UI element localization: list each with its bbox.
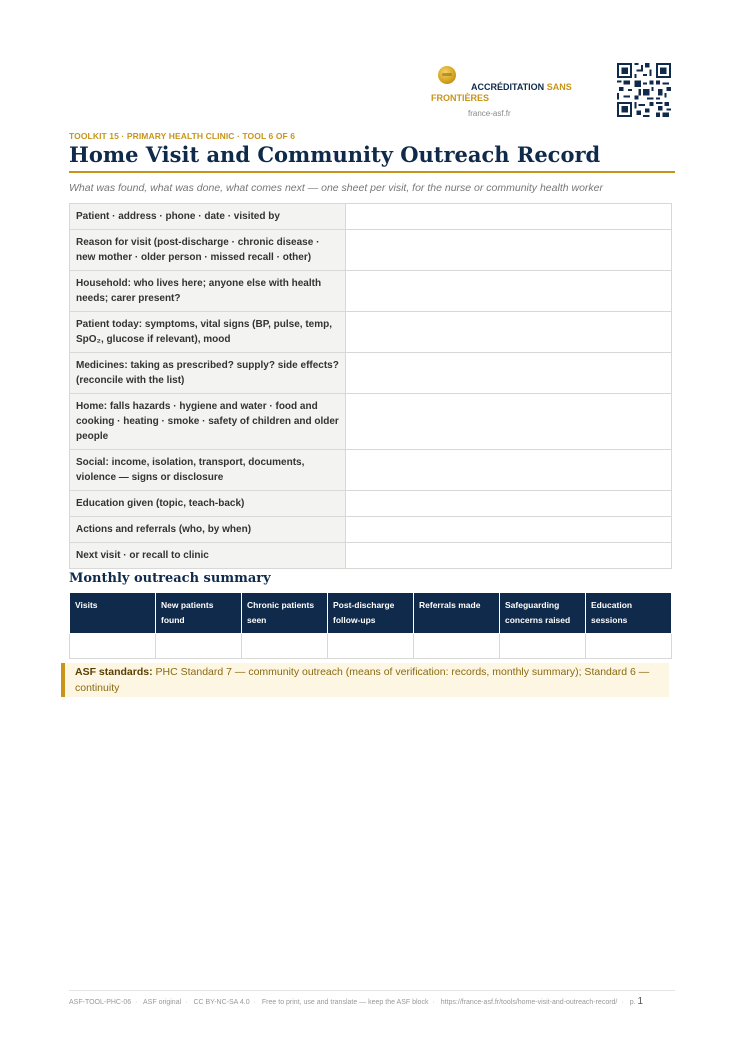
- footer-license: CC BY-NC-SA 4.0: [193, 999, 250, 1006]
- standards-label: ASF standards:: [75, 666, 153, 678]
- column-header: New patients found: [156, 593, 242, 634]
- field-value-cell[interactable]: [346, 491, 672, 517]
- title-divider: [69, 171, 675, 173]
- brand-site: france-asf.fr: [468, 109, 511, 118]
- table-row: [70, 450, 672, 491]
- summary-value-cell[interactable]: [242, 634, 328, 659]
- brand-name-part2: SANS FRONTIÈRES: [431, 82, 572, 103]
- page-title: Home Visit and Community Outreach Record: [69, 142, 601, 167]
- footer-url[interactable]: https://france-asf.fr/tools/home-visit-and-outreach-record/: [440, 999, 618, 1006]
- summary-value-cell[interactable]: [156, 634, 242, 659]
- table-row: [70, 543, 672, 569]
- field-value-cell[interactable]: [346, 353, 672, 394]
- field-label: Reason for visit (post-discharge · chronic disease · new mother · older person · missed recall · other): [70, 230, 346, 271]
- page-subtitle: What was found, what was done, what comes next — one sheet per visit, for the nurse or community health worker: [69, 182, 604, 194]
- field-label: Education given (topic, teach-back): [70, 491, 346, 517]
- qr-code-icon: [617, 63, 671, 117]
- summary-value-cell[interactable]: [500, 634, 586, 659]
- field-label: Patient · address · phone · date · visited by: [70, 204, 346, 230]
- field-value-cell[interactable]: [346, 271, 672, 312]
- table-row: [70, 517, 672, 543]
- table-row: [70, 230, 672, 271]
- footer-divider: [69, 990, 675, 991]
- column-header: Visits: [70, 593, 156, 634]
- field-value-cell[interactable]: [346, 450, 672, 491]
- summary-title: Monthly outreach summary: [69, 571, 271, 586]
- table-row: [70, 353, 672, 394]
- summary-value-cell[interactable]: [328, 634, 414, 659]
- table-row: [70, 394, 672, 450]
- summary-value-cell[interactable]: [586, 634, 672, 659]
- column-header: Education sessions: [586, 593, 672, 634]
- footer-origin: ASF original: [143, 999, 182, 1006]
- field-value-cell[interactable]: [346, 543, 672, 569]
- summary-value-cell[interactable]: [414, 634, 500, 659]
- page-footer: ASF-TOOL-PHC-06 · ASF original · CC BY-NC-SA 4.0 · Free to print, use and translate — keep the ASF block · https://france-asf.fr/tools/home-visit-and-outreach-record/ · p. 1: [69, 996, 644, 1007]
- column-header: Safeguarding concerns raised: [500, 593, 586, 634]
- visit-record-table: [69, 203, 672, 569]
- footer-code: ASF-TOOL-PHC-06: [69, 999, 132, 1006]
- standards-text: PHC Standard 7 — community outreach (means of verification: records, monthly summary); Standard 6 — continuity: [75, 666, 650, 694]
- table-row: [70, 204, 672, 230]
- footer-page-number: 1: [637, 996, 644, 1007]
- brand-name-part1: ACCRÉDITATION: [471, 82, 545, 92]
- field-label: Social: income, isolation, transport, documents, violence — signs or disclosure: [70, 450, 346, 491]
- table-row: [70, 312, 672, 353]
- toolkit-kicker: TOOLKIT 15 · PRIMARY HEALTH CLINIC · TOOL 6 OF 6: [69, 131, 296, 141]
- table-row: [70, 491, 672, 517]
- summary-value-cell[interactable]: [70, 634, 156, 659]
- field-label: Home: falls hazards · hygiene and water · food and cooking · heating · smoke · safety of children and older people: [70, 394, 346, 450]
- column-header: Referrals made: [414, 593, 500, 634]
- field-label: Actions and referrals (who, by when): [70, 517, 346, 543]
- field-label: Next visit · or recall to clinic: [70, 543, 346, 569]
- field-label: Patient today: symptoms, vital signs (BP, pulse, temp, SpO₂, glucose if relevant), mood: [70, 312, 346, 353]
- brand-block: [430, 64, 600, 124]
- footer-usage: Free to print, use and translate — keep the ASF block: [261, 999, 429, 1006]
- monthly-summary-table: [69, 592, 672, 659]
- field-label: Household: who lives here; anyone else with health needs; carer present?: [70, 271, 346, 312]
- footer-page-prefix: p.: [629, 999, 636, 1006]
- table-row: [70, 271, 672, 312]
- field-value-cell[interactable]: [346, 517, 672, 543]
- column-header: Post-discharge follow-ups: [328, 593, 414, 634]
- brand-name: [431, 82, 601, 104]
- field-value-cell[interactable]: [346, 204, 672, 230]
- table-row: [70, 634, 672, 659]
- field-value-cell[interactable]: [346, 230, 672, 271]
- field-value-cell[interactable]: [346, 394, 672, 450]
- standards-note: [61, 663, 669, 697]
- field-label: Medicines: taking as prescribed? supply? side effects? (reconcile with the list): [70, 353, 346, 394]
- field-value-cell[interactable]: [346, 312, 672, 353]
- table-header-row: [70, 593, 672, 634]
- column-header: Chronic patients seen: [242, 593, 328, 634]
